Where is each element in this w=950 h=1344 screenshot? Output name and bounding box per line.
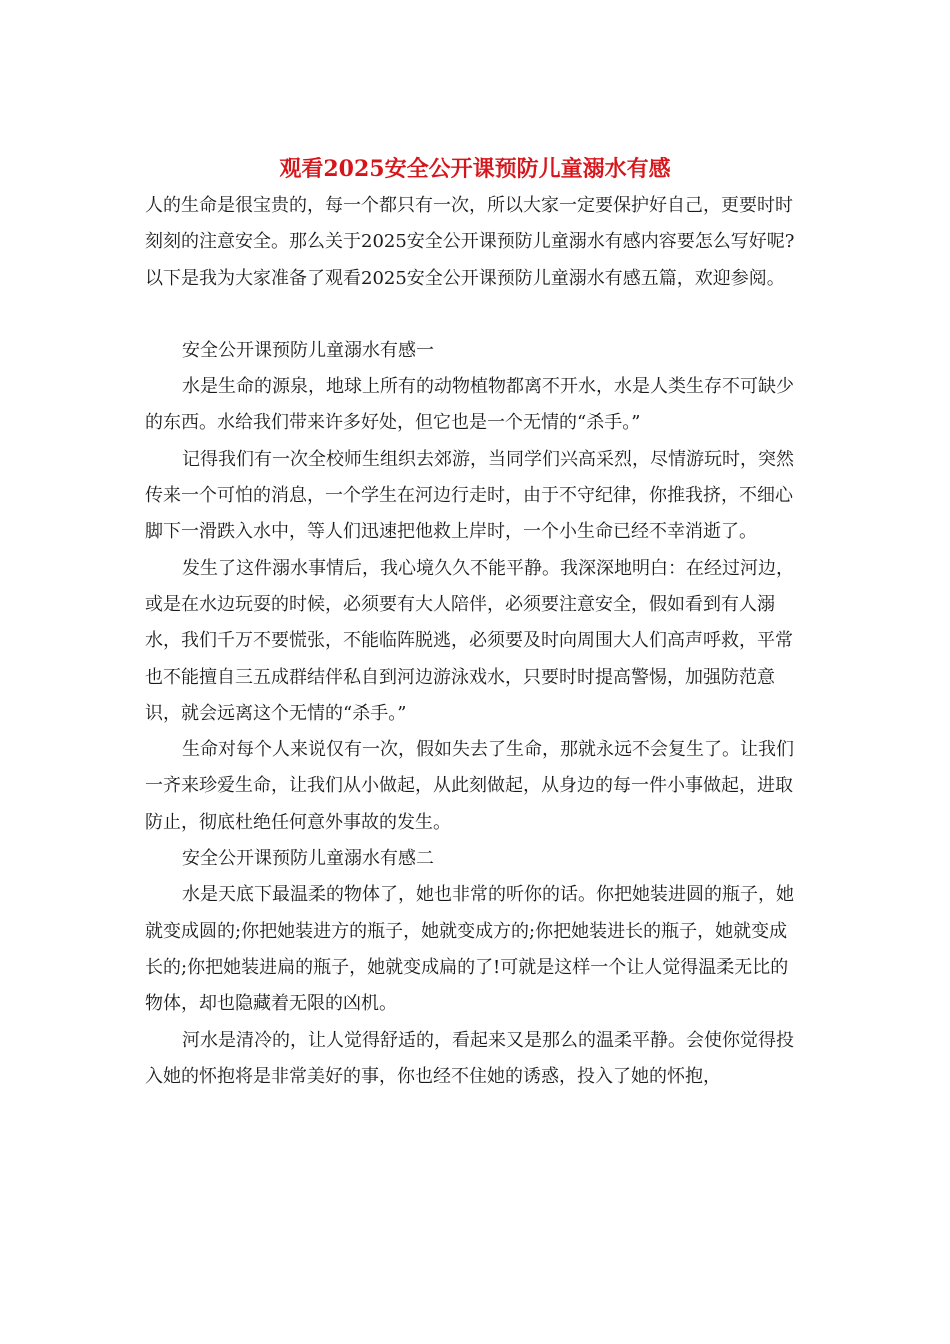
blank-line [145,297,805,333]
body-paragraph: 记得我们有一次全校师生组织去郊游，当同学们兴高采烈，尽情游玩时，突然传来一个可怕的消息，一个学生在河边行走时，由于不守纪律，你推我挤，不细心脚下一滑跌入水中，等人们迅速把他救上岸时，一个小生命已经不幸消逝了。 [145,448,794,543]
body-paragraph: 生命对每个人来说仅有一次，假如失去了生命，那就永远不会复生了。让我们一齐来珍爱生命，让我们从小做起，从此刻做起，从身边的每一件小事做起，进取防止，彻底杜绝任何意外事故的发生。 [145,739,794,833]
document-title: 观看2025安全公开课预防儿童溺水有感 [279,156,671,182]
section-heading-2: 安全公开课预防儿童溺水有感二 [182,848,434,870]
section-heading-1: 安全公开课预防儿童溺水有感一 [182,339,434,361]
body-paragraph: 水是天底下最温柔的物体了，她也非常的听你的话。你把她装进圆的瓶子，她就变成圆的;你把她装进方的瓶子，她就变成方的;你把她装进长的瓶子，她就变成长的;你把她装进扁的瓶子，她就变成扁的了!可就是这样一个让人觉得温柔无比的物体，却也隐藏着无限的凶机。 [145,884,794,1015]
intro-paragraph: 人的生命是很宝贵的，每一个都只有一次，所以大家一定要保护好自己，更要时时刻刻的注意安全。那么关于2025安全公开课预防儿童溺水有感内容要怎么写好呢?以下是我为大家准备了观看2025安全公开课预防儿童溺水有感五篇，欢迎参阅。 [145,195,795,289]
body-paragraph: 发生了这件溺水事情后，我心境久久不能平静。我深深地明白：在经过河边，或是在水边玩耍的时候，必须要有大人陪伴，必须要注意安全，假如看到有人溺水，我们千万不要慌张，不能临阵脱逃，必须要及时向周围大人们高声呼救，平常也不能擅自三五成群结伴私自到河边游泳戏水，只要时时提高警惕，加强防范意识，就会远离这个无情的“杀手。” [145,557,794,724]
document-body [145,150,805,1095]
body-paragraph: 河水是清冷的，让人觉得舒适的，看起来又是那么的温柔平静。会使你觉得投入她的怀抱将是非常美好的事，你也经不住她的诱惑，投入了她的怀抱， [145,1029,794,1087]
body-paragraph: 水是生命的源泉，地球上所有的动物植物都离不开水，水是人类生存不可缺少的东西。水给我们带来许多好处，但它也是一个无情的“杀手。” [145,376,794,434]
